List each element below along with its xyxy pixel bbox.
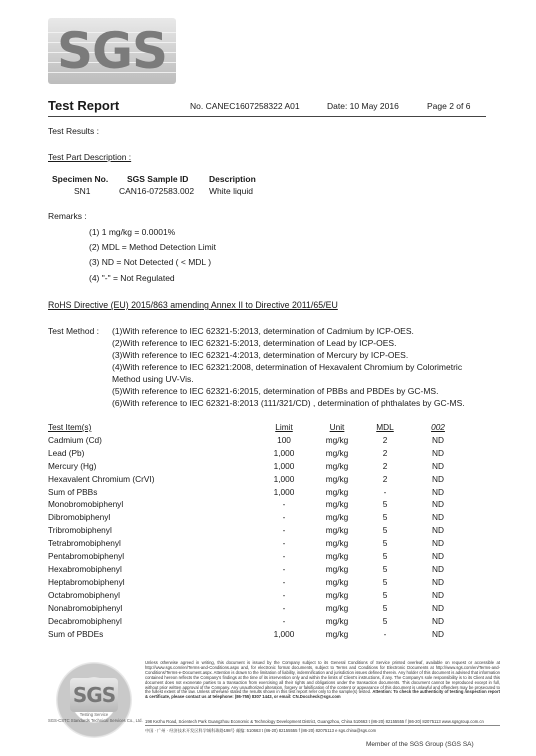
cell-unit: mg/kg [325, 538, 349, 549]
cell-result: ND [432, 512, 444, 523]
header-test-item: Test Item(s) [48, 422, 92, 432]
cell-test-item: Octabromobiphenyl [48, 589, 120, 600]
cell-limit: - [282, 512, 286, 523]
method-line: Method using UV-Vis. [112, 374, 194, 384]
cell-test-item: Hexabromobiphenyl [48, 563, 122, 574]
logo-text: SGS [56, 22, 168, 80]
cell-unit: mg/kg [325, 602, 349, 613]
cell-unit: mg/kg [325, 499, 349, 510]
specimen-header-id: SGS Sample ID [127, 174, 189, 184]
remark-item: (4) "-" = Not Regulated [89, 273, 175, 283]
method-line: (6)With reference to IEC 62321-8:2013 (111/321/CD) , determination of phthalates by GC-MS. [112, 398, 465, 408]
cell-mdl: 5 [382, 551, 388, 562]
sgs-logo [48, 18, 176, 84]
table-row [48, 576, 468, 589]
cell-limit: 1,000 [273, 460, 295, 471]
cell-test-item: Tribromobiphenyl [48, 525, 112, 536]
cell-limit: 1,000 [273, 628, 295, 639]
method-line: (1)With reference to IEC 62321-5:2013, determination of Cadmium by ICP-OES. [112, 326, 414, 336]
cell-limit: - [282, 576, 286, 587]
cell-test-item: Monobromobiphenyl [48, 499, 124, 510]
cell-limit: 1,000 [273, 473, 295, 484]
cell-limit: - [282, 615, 286, 626]
cell-mdl: 2 [382, 473, 388, 484]
table-row [48, 434, 468, 447]
specimen-cell-desc: White liquid [209, 186, 253, 196]
method-line: (5)With reference to IEC 62321-6:2015, determination of PBBs and PBDEs by GC-MS. [112, 386, 439, 396]
cell-result: ND [432, 589, 444, 600]
cell-unit: mg/kg [325, 447, 349, 458]
cell-limit: - [282, 499, 286, 510]
results-header-row [48, 421, 468, 434]
disclaimer-text: Unless otherwise agreed in writing, this document is issued by the Company subject to its General Conditions of Service printed overleaf, available on request or accessible at http://www.sgs.com/en/Terms-and-Conditions.aspx and, for electronic format documents, subject to Terms and Conditions for Electronic Documents at http://www.sgs.com/en/Terms-and-Conditions/Terms-e-Document.aspx. Attention is drawn to the limitation of liability, indemnification and jurisdiction issues defined therein. Any holder of this document is advised that information contained hereon reflects the Company's findings at the time of its intervention only and within the limits of Client's instructions, if any. The Company's sole responsibility is to its Client and this document does not exonerate parties to a transaction from exercising all their rights and obligations under the transaction documents. This document cannot be reproduced except in full, without prior written approval of the Company. Any unauthorized alteration, forgery or falsification of the content or appearance of this document is unlawful and offenders may be prosecuted to the fullest extent of the law. Unless otherwise stated the results shown in this test report refer only to the sample(s) tested. [145, 660, 500, 695]
cell-test-item: Pentabromobiphenyl [48, 551, 125, 562]
method-line: (3)With reference to IEC 62321-4:2013, determination of Mercury by ICP-OES. [112, 350, 409, 360]
footer-divider [145, 725, 500, 726]
table-row [48, 589, 468, 602]
header-result: 002 [431, 422, 445, 432]
table-row [48, 511, 468, 524]
table-row [48, 498, 468, 511]
cell-mdl: 5 [382, 602, 388, 613]
cell-result: ND [432, 615, 444, 626]
cell-result: ND [432, 447, 444, 458]
cell-result: ND [432, 602, 444, 613]
cell-limit: 1,000 [273, 486, 295, 497]
company-strip: SGS-CSTC Standards Technical Services Co., Ltd. [48, 718, 143, 723]
cell-limit: - [282, 525, 286, 536]
cell-mdl: 5 [382, 615, 388, 626]
specimen-cell-id: CAN16-072583.002 [119, 186, 195, 196]
cell-mdl: 5 [382, 576, 388, 587]
header-divider [48, 116, 486, 117]
cell-limit: 100 [277, 434, 291, 445]
cell-test-item: Mercury (Hg) [48, 460, 97, 471]
cell-unit: mg/kg [325, 486, 349, 497]
header-unit: Unit [329, 422, 345, 432]
test-method-label: Test Method : [48, 326, 100, 336]
cell-test-item: Heptabromobiphenyl [48, 576, 125, 587]
cell-limit: - [282, 563, 286, 574]
cell-test-item: Hexavalent Chromium (CrVI) [48, 473, 155, 484]
cell-unit: mg/kg [325, 615, 349, 626]
cell-mdl: 5 [382, 589, 388, 600]
table-row [48, 473, 468, 486]
cell-unit: mg/kg [325, 551, 349, 562]
cell-result: ND [432, 576, 444, 587]
cell-result: ND [432, 538, 444, 549]
table-row [48, 628, 468, 641]
cell-mdl: 5 [382, 499, 388, 510]
cell-test-item: Dibromobiphenyl [48, 512, 111, 523]
report-title: Test Report [48, 98, 120, 113]
address-cn: 中国 · 广州 · 经济技术开发区科学城科珠路198号 邮编: 510663 t (86-20) 82155555 f (86-20) 82075113 e sgs.china@sgs.com [145, 728, 377, 733]
table-row [48, 563, 468, 576]
test-part-label: Test Part Description : [48, 152, 132, 162]
specimen-cell-no: SN1 [74, 186, 91, 196]
table-row [48, 447, 468, 460]
table-row [48, 602, 468, 615]
method-line: (4)With reference to IEC 62321:2008, determination of Hexavalent Chromium by Colorimetric [112, 362, 463, 372]
cell-unit: mg/kg [325, 576, 349, 587]
cell-test-item: Sum of PBBs [48, 486, 98, 497]
cell-mdl: - [383, 486, 387, 497]
cell-unit: mg/kg [325, 434, 349, 445]
cell-unit: mg/kg [325, 525, 349, 536]
cell-limit: - [282, 602, 286, 613]
header-limit: Limit [275, 422, 293, 432]
footer-disclaimer [145, 661, 500, 700]
member-line: Member of the SGS Group (SGS SA) [366, 741, 474, 748]
table-row [48, 524, 468, 537]
cell-limit: - [282, 538, 286, 549]
cell-unit: mg/kg [325, 628, 349, 639]
cell-mdl: 5 [382, 538, 388, 549]
table-row [48, 486, 468, 499]
cell-test-item: Cadmium (Cd) [48, 434, 102, 445]
table-row [48, 537, 468, 550]
cell-result: ND [432, 628, 444, 639]
cell-mdl: - [383, 628, 387, 639]
test-results-label: Test Results : [48, 126, 100, 136]
cell-result: ND [432, 473, 444, 484]
cell-test-item: Decabromobiphenyl [48, 615, 122, 626]
cell-limit: 1,000 [273, 447, 295, 458]
cell-mdl: 2 [382, 460, 388, 471]
seal-logo: SGS [70, 678, 118, 712]
cell-result: ND [432, 525, 444, 536]
table-row [48, 550, 468, 563]
cell-result: ND [432, 460, 444, 471]
cell-mdl: 2 [382, 434, 388, 445]
specimen-header-desc: Description [209, 174, 256, 184]
report-number: No. CANEC1607258322 A01 [190, 101, 300, 111]
cell-limit: - [282, 551, 286, 562]
cell-result: ND [432, 499, 444, 510]
cell-test-item: Tetrabromobiphenyl [48, 538, 121, 549]
header-mdl: MDL [376, 422, 394, 432]
cell-mdl: 5 [382, 512, 388, 523]
cell-result: ND [432, 434, 444, 445]
cell-unit: mg/kg [325, 473, 349, 484]
specimen-header-no: Specimen No. [52, 174, 109, 184]
cell-test-item: Nonabromobiphenyl [48, 602, 123, 613]
table-row [48, 615, 468, 628]
remark-item: (2) MDL = Method Detection Limit [89, 242, 216, 252]
address-en: 198 Kezhu Road, Scientech Park Guangzhou Economic & Technology Development District, Guangzhou, China 510663 t (86-20) 82155555 f (86-20) 82075113 www.sgsgroup.com.cn [145, 719, 484, 724]
method-line: (2)With reference to IEC 62321-5:2013, determination of Lead by ICP-OES. [112, 338, 397, 348]
cell-result: ND [432, 563, 444, 574]
cell-limit: - [282, 589, 286, 600]
remark-item: (1) 1 mg/kg = 0.0001% [89, 227, 176, 237]
cell-mdl: 5 [382, 525, 388, 536]
cell-unit: mg/kg [325, 512, 349, 523]
results-table [48, 421, 468, 640]
page-number: Page 2 of 6 [427, 101, 471, 111]
remark-item: (3) ND = Not Detected ( < MDL ) [89, 257, 212, 267]
table-row [48, 460, 468, 473]
cell-unit: mg/kg [325, 460, 349, 471]
cell-result: ND [432, 551, 444, 562]
report-date: Date: 10 May 2016 [327, 101, 399, 111]
cell-test-item: Sum of PBDEs [48, 628, 104, 639]
seal-caption: Testing Service [79, 712, 109, 717]
cell-unit: mg/kg [325, 563, 349, 574]
attention-text: Attention: To check the authenticity of testing /inspection report & certificate, please contact us at telephone: (86-755) 8307 1443, or email: CN.Doccheck@sgs.com [145, 689, 500, 700]
remarks-label: Remarks : [48, 211, 87, 221]
cell-result: ND [432, 486, 444, 497]
cell-test-item: Lead (Pb) [48, 447, 85, 458]
cell-unit: mg/kg [325, 589, 349, 600]
cell-mdl: 5 [382, 563, 388, 574]
directive-title: RoHS Directive (EU) 2015/863 amending Annex II to Directive 2011/65/EU [48, 300, 338, 310]
cell-mdl: 2 [382, 447, 388, 458]
